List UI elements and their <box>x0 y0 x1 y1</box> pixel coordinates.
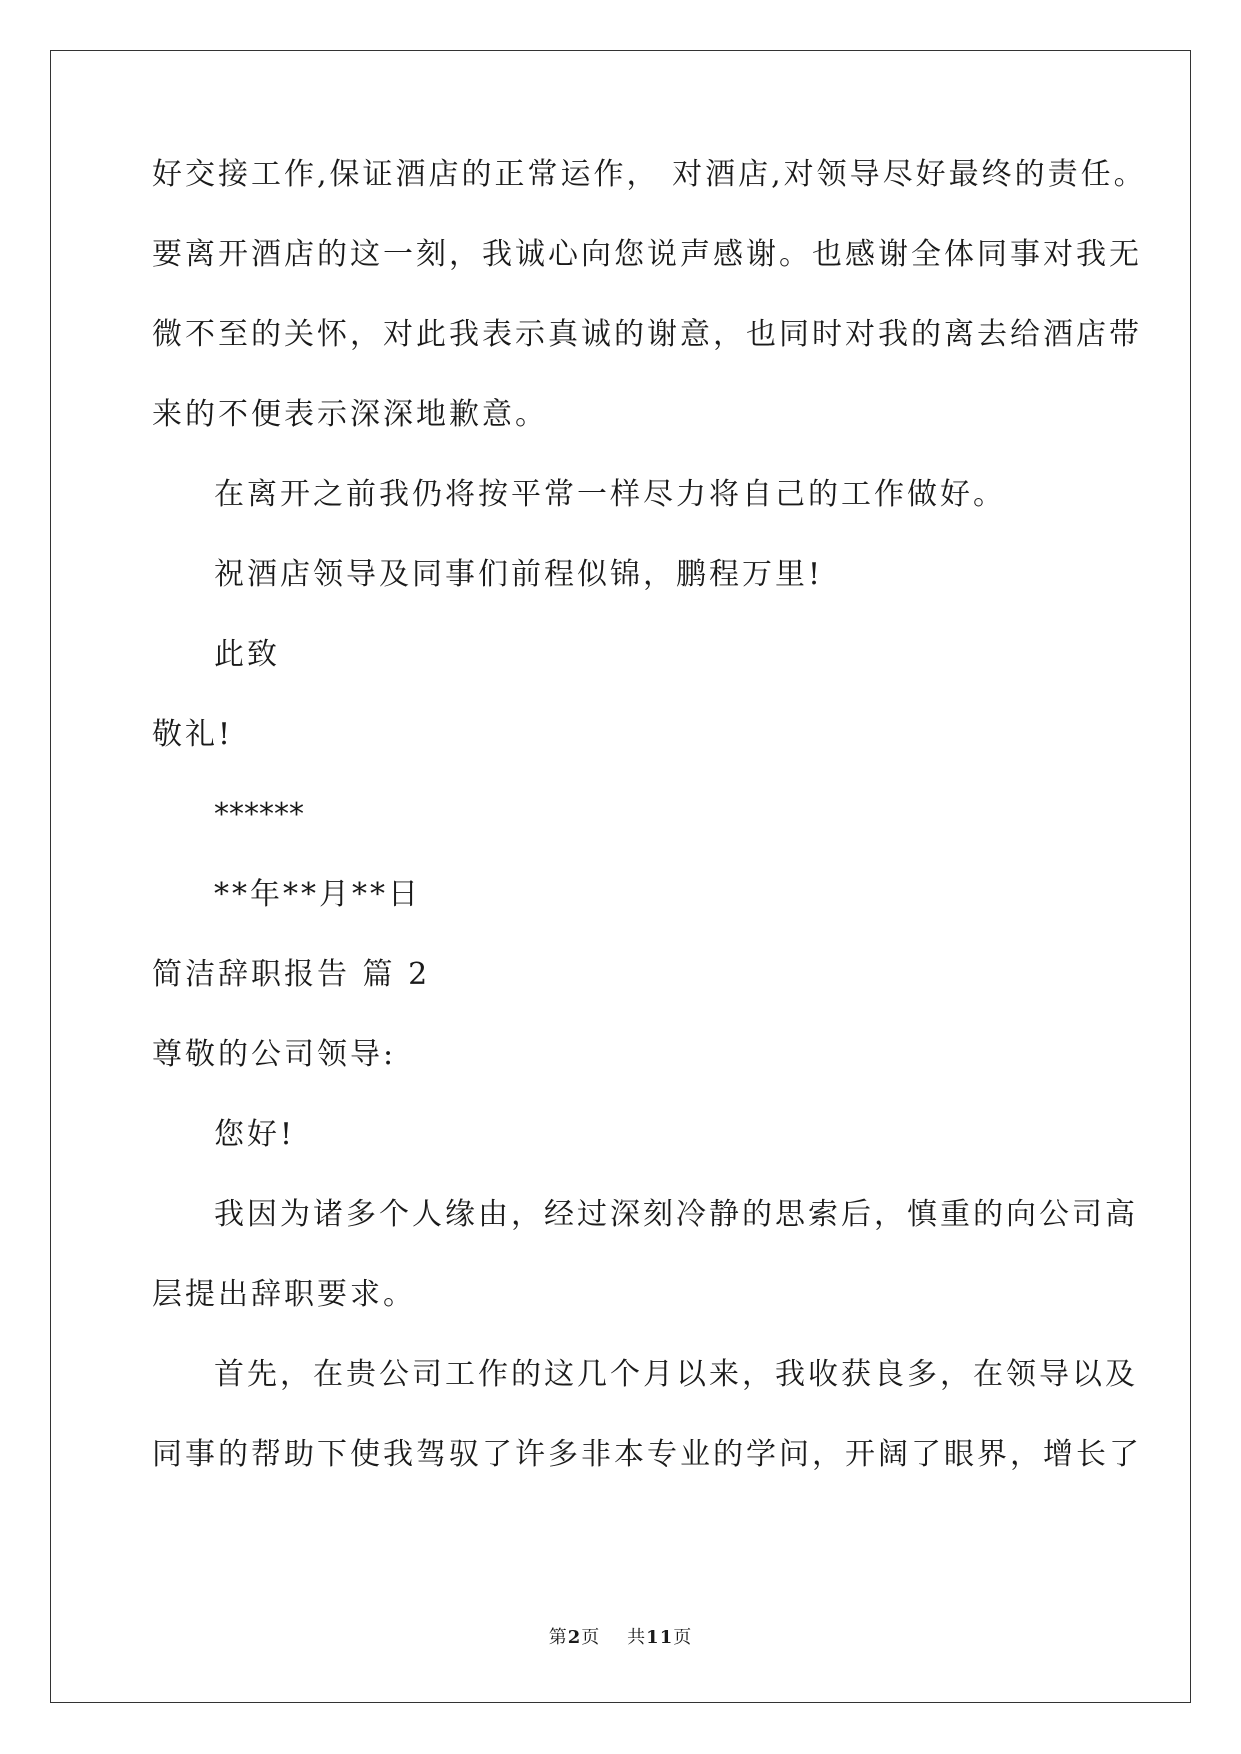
text-line: 微不至的关怀，对此我表示真诚的谢意，也同时对我的离去给酒店带 <box>152 317 1142 352</box>
signature-placeholder: ****** <box>214 797 304 832</box>
page-footer <box>0 1623 1241 1649</box>
page-suffix: 页 <box>581 1627 601 1648</box>
text-line: 在离开之前我仍将按平常一样尽力将自己的工作做好。 <box>214 477 1006 512</box>
text-line: 首先，在贵公司工作的这几个月以来，我收获良多，在领导以及 <box>214 1357 1138 1392</box>
total-pages: 11 <box>646 1627 674 1648</box>
text-line: 同事的帮助下使我驾驭了许多非本专业的学问，开阔了眼界，增长了 <box>152 1437 1142 1472</box>
closing-regards: 敬礼! <box>152 717 234 752</box>
text-line: 好交接工作,保证酒店的正常运作， 对酒店,对领导尽好最终的责任。 <box>152 157 1147 192</box>
total-prefix: 共 <box>627 1627 647 1648</box>
greeting-hello: 您好! <box>214 1117 296 1152</box>
salutation-closing: 此致 <box>214 637 280 672</box>
text-line: 层提出辞职要求。 <box>152 1277 416 1312</box>
total-suffix: 页 <box>673 1627 693 1648</box>
page-number: 2 <box>567 1627 582 1648</box>
text-line: 来的不便表示深深地歉意。 <box>152 397 548 432</box>
text-line: 祝酒店领导及同事们前程似锦，鹏程万里! <box>214 557 824 592</box>
text-line: 要离开酒店的这一刻，我诚心向您说声感谢。也感谢全体同事对我无 <box>152 237 1142 272</box>
section-heading: 简洁辞职报告 篇 2 <box>152 957 431 992</box>
date-placeholder: **年**月**日 <box>214 877 421 912</box>
page-prefix: 第 <box>548 1627 568 1648</box>
greeting-line: 尊敬的公司领导: <box>152 1037 397 1072</box>
text-line: 我因为诸多个人缘由，经过深刻冷静的思索后，慎重的向公司高 <box>214 1197 1138 1232</box>
